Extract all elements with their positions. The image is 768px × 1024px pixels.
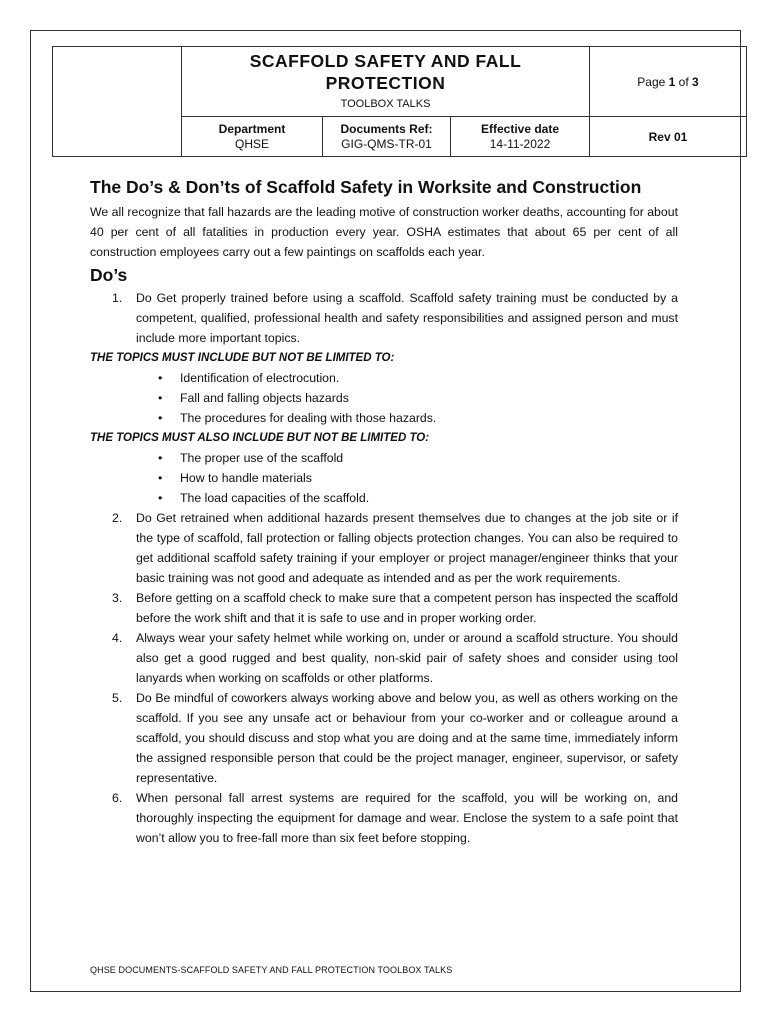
list-item-number: 3. xyxy=(112,591,123,605)
list-item xyxy=(90,628,678,688)
page-total: 3 xyxy=(692,74,699,89)
document-header-table xyxy=(52,46,747,157)
logo-cell xyxy=(53,47,182,157)
list-item xyxy=(90,788,678,848)
bullet-icon: • xyxy=(158,371,163,385)
effective-date-cell xyxy=(451,117,590,157)
list-item-text: Before getting on a scaffold check to make sure that a competent person has inspected the scaffold before the work shift and that it is safe to use and in proper working order. xyxy=(136,591,678,625)
department-label: Department xyxy=(218,121,286,136)
dos-list xyxy=(90,288,678,348)
list-item-number: 1. xyxy=(112,291,123,305)
list-item-text: Do Get properly trained before using a scaffold. Scaffold safety training must be conducted by a competent, qualified, professional health and safety responsibilities and assigned person and must include more important topics. xyxy=(136,291,678,345)
list-item xyxy=(90,448,678,468)
dos-list-continued xyxy=(90,508,678,848)
topics-label-2: THE TOPICS MUST ALSO INCLUDE BUT NOT BE LIMITED TO: xyxy=(90,432,430,444)
list-item-text: Always wear your safety helmet while working on, under or around a scaffold structure. You should also get a good rugged and best quality, non-skid pair of safety shoes and consider using tool lanyards when working on scaffolds or other platforms. xyxy=(136,631,678,685)
bullet-icon: • xyxy=(158,391,163,405)
document-subtitle: TOOLBOX TALKS xyxy=(340,98,431,110)
intro-paragraph: We all recognize that fall hazards are the leading motive of construction worker deaths, accounting for about 40 per cent of all fatalities in production every year. OSHA estimates that about 65 per cent of all construction employees carry out a few paintings on scaffolds each year. xyxy=(90,205,678,259)
page-number-cell xyxy=(590,47,747,117)
bullet-text: Fall and falling objects hazards xyxy=(180,391,349,405)
docref-cell xyxy=(323,117,451,157)
list-item-number: 6. xyxy=(112,791,123,805)
bullet-icon: • xyxy=(158,411,163,425)
list-item-text: When personal fall arrest systems are required for the scaffold, you will be working on, and thoroughly inspecting the equipment for damage and wear. Enclose the system to a safe point that won’t allow you to free-fall more than six feet before stopping. xyxy=(136,791,678,845)
bullet-text: Identification of electrocution. xyxy=(180,371,340,385)
document-title-line2: PROTECTION xyxy=(325,73,446,93)
list-item xyxy=(90,468,678,488)
dos-heading: Do’s xyxy=(90,265,128,285)
page-title: The Do’s & Don’ts of Scaffold Safety in Worksite and Construction xyxy=(90,177,642,197)
topics-list-2 xyxy=(90,448,678,508)
title-cell xyxy=(182,47,590,117)
list-item xyxy=(90,488,678,508)
list-item xyxy=(90,368,678,388)
list-item xyxy=(90,688,678,788)
page-of: of xyxy=(678,74,689,89)
list-item xyxy=(90,588,678,628)
document-title-line1: SCAFFOLD SAFETY AND FALL xyxy=(249,51,522,71)
effective-date-value: 14-11-2022 xyxy=(489,136,551,151)
topics-list-1 xyxy=(90,368,678,428)
list-item-number: 4. xyxy=(112,631,123,645)
bullet-text: The procedures for dealing with those hazards. xyxy=(180,411,437,425)
list-item-number: 5. xyxy=(112,691,123,705)
bullet-text: The proper use of the scaffold xyxy=(180,451,344,465)
bullet-text: How to handle materials xyxy=(180,471,312,485)
list-item xyxy=(90,388,678,408)
department-cell xyxy=(182,117,323,157)
page-footer: QHSE DOCUMENTS-SCAFFOLD SAFETY AND FALL PROTECTION TOOLBOX TALKS xyxy=(90,965,453,975)
topics-label-1: THE TOPICS MUST INCLUDE BUT NOT BE LIMITED TO: xyxy=(90,352,395,364)
bullet-text: The load capacities of the scaffold. xyxy=(180,491,370,505)
list-item-number: 2. xyxy=(112,511,123,525)
list-item-text: Do Get retrained when additional hazards present themselves due to changes at the job site or if the type of scaffold, fall protection or falling objects protection changes. You can also be required to get additional scaffold safety training if your employer or project manager/engineer thinks that your basic training was not good and adequate as intended and as per the work requirements. xyxy=(136,511,678,585)
list-item xyxy=(90,288,678,348)
bullet-icon: • xyxy=(158,491,163,505)
revision-cell: Rev 01 xyxy=(590,117,747,157)
docref-label: Documents Ref: xyxy=(340,121,433,136)
list-item xyxy=(90,508,678,588)
document-body xyxy=(90,174,678,848)
page-current: 1 xyxy=(668,74,676,89)
page-prefix: Page xyxy=(637,74,666,89)
bullet-icon: • xyxy=(158,471,163,485)
bullet-icon: • xyxy=(158,451,163,465)
effective-date-label: Effective date xyxy=(480,121,560,136)
list-item xyxy=(90,408,678,428)
docref-value: GIG-QMS-TR-01 xyxy=(341,136,432,151)
list-item-text: Do Be mindful of coworkers always working above and below you, as well as others working on the scaffold. If you see any unsafe act or behaviour from your co-worker and or colleague around a scaffold, you should discuss and stop what you are doing and at the same time, immediately inform the assigned responsible person that could be the project manager, engineer, supervisor, or safety representative. xyxy=(136,691,678,785)
department-value: QHSE xyxy=(234,136,269,151)
